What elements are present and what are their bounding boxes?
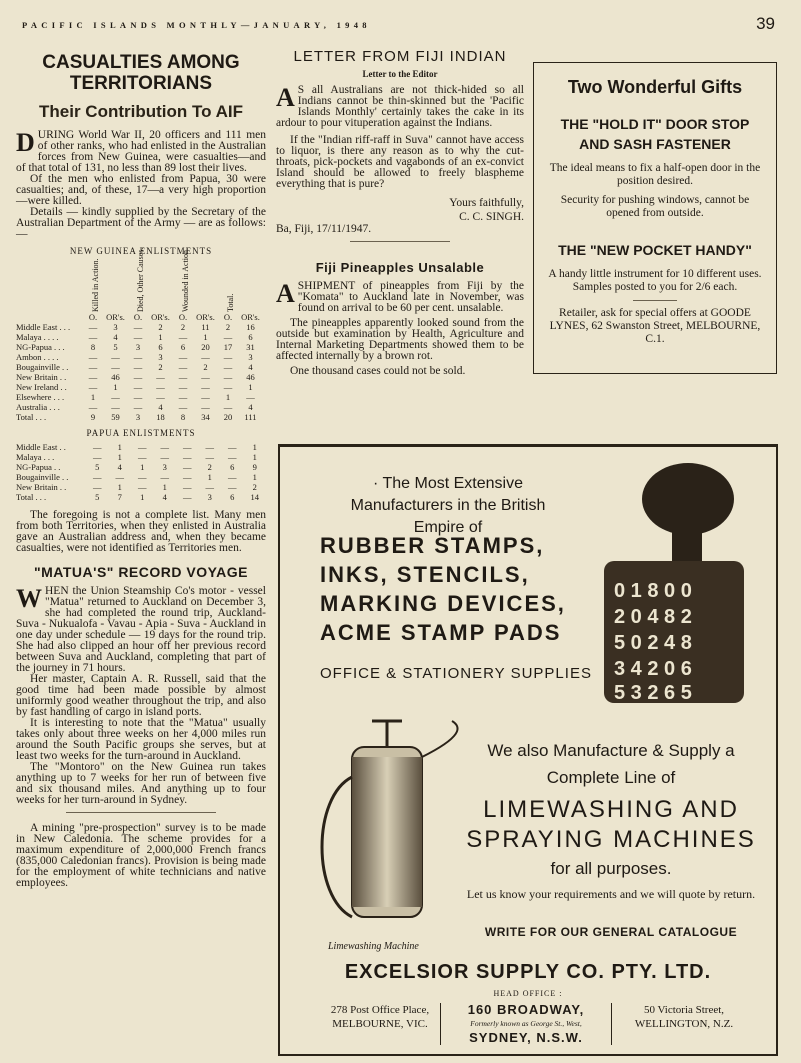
ad-all-purposes: for all purposes. (550, 859, 672, 878)
casualties-para-2: Of the men who enlisted from Papua, 30 were casualties; and, of these, 17—a very high proportion—were killed. (16, 173, 266, 207)
letter-close: Yours faithfully, (449, 197, 524, 209)
table-row: Malaya . . . — 1 — — — — — 1 (16, 452, 257, 462)
company-name: EXCELSIOR SUPPLY CO. PTY. LTD. (344, 961, 712, 983)
ad-quote-text: Let us know your requirements and we will quote by return. (466, 887, 756, 901)
ad-intro: · The Most Extensive Manufacturers in the British Empire of (350, 475, 546, 536)
gifts-advert (533, 62, 777, 374)
drop-cap: W (16, 584, 42, 613)
casualties-para-3: Details — kindly supplied by the Secretary of the Australian Department of the Army — are as follows:— (16, 206, 266, 240)
letter-place: Ba, Fiji, 17/11/1947. (276, 223, 372, 235)
matua-headline: "MATUA'S" RECORD VOYAGE (33, 564, 248, 580)
letter-signoff (276, 196, 524, 224)
excelsior-advert (278, 444, 778, 1056)
letter-signer: C. C. SINGH. (459, 211, 524, 223)
table-row: Middle East . . . — 3 — 2 2 11 2 16 (16, 322, 255, 332)
svg-text:0 1 8 0 0: 0 1 8 0 0 (614, 580, 692, 602)
table-row: New Britain . . — 46 — — — — — 46 (16, 372, 255, 382)
col-head-died: Died, Other Causes. (135, 247, 145, 312)
papua-total-row: Total . . . 5 7 1 4 — 3 6 14 (16, 492, 259, 502)
table-row: Malaya . . . . — 4 — 1 — 1 — 6 (16, 332, 253, 342)
svg-text:5 3 2 6 5: 5 3 2 6 5 (614, 682, 692, 704)
ad-also-manufacture: We also Manufacture & Supply a Complete Line of (487, 741, 735, 787)
gifts-title: Two Wonderful Gifts (567, 77, 743, 97)
ad-catalogue: WRITE FOR OUR GENERAL CATALOGUE (484, 925, 738, 939)
gift-1-text-1: The ideal means to fix a half-open door in the position desired. (549, 162, 761, 187)
table-row: NG-Papua . . . 8 5 3 6 6 20 17 31 (16, 342, 255, 352)
table-row: New Britain . . — 1 — 1 — — — 2 (16, 482, 257, 492)
papua-enlistments-table (16, 442, 266, 502)
ad-office-supplies: OFFICE & STATIONERY SUPPLIES (320, 665, 592, 682)
column-casualties (16, 48, 266, 889)
divider (633, 300, 677, 301)
pineapples-para-2: The pineapples apparently looked sound from the outside but examination by Health, Agriculture and Internal Marketing Departments showed them to be affected internally by a brown rot. (276, 317, 524, 362)
head-office-label: HEAD OFFICE : (493, 989, 563, 998)
table-row: NG-Papua . . 5 4 1 3 — 2 6 9 (16, 462, 257, 472)
divider (350, 241, 449, 242)
table-column-heads (16, 260, 266, 312)
ng-total-row: Total . . . 9 59 3 18 8 34 20 111 (16, 412, 257, 422)
ad-product-list: RUBBER STAMPS, INKS, STENCILS, MARKING DEVICES, ACME STAMP PADS (320, 533, 566, 645)
casualties-subhead: Their Contribution To AIF (39, 102, 243, 121)
retailer-text: Retailer, ask for special offers at GOODE LYNES, 62 Swanston Street, MELBOURNE, C.1. (549, 307, 761, 345)
letter-para-2: If the "Indian riff-raff in Suva" cannot have access to liquor, is there any reason as to why the cut-throats, pick-pockets and vagabonds of an ex-convict Island should be allowed to freely blaspheme everything that is pure? (276, 134, 524, 190)
letter-subhead: Letter to the Editor (362, 69, 438, 79)
matua-para-4: The "Montoro" on the New Guinea run takes anything up to 7 weeks for her run of between five and six thousand miles. And anything up to four weeks for her turn-around in Sydney. (16, 761, 266, 806)
divider (66, 812, 216, 813)
table-row: Middle East . . — 1 — — — — — 1 (16, 442, 257, 452)
table-row: Ambon . . . . — — — 3 — — — 3 (16, 352, 253, 362)
casualties-para-1: DURING World War II, 20 officers and 111 men of other ranks, who had enlisted in the Australian forces from New Guinea, were casualties—and of that total of 131, no less than 89 lost their lives. (16, 128, 266, 174)
sydney-address: 160 BROADWAY, Formerly known as George St., West, SYDNEY, N.S.W. (440, 1003, 612, 1045)
ad-limewashing: LIMEWASHING AND SPRAYING MACHINES (466, 796, 756, 853)
gift-2-text: A handy little instrument for 10 different uses. Samples posted to you for 2/6 each. (548, 268, 762, 293)
gifts-box (533, 62, 777, 374)
gift-1-heading: THE "HOLD IT" DOOR STOP AND SASH FASTENER (560, 116, 750, 152)
melbourne-address: 278 Post Office Place, MELBOURNE, VIC. (330, 1004, 430, 1030)
matua-para-3: It is interesting to note that the "Matua" usually takes only about three weeks on her 4,000 miles run around the South Pacific groups she serves, but at least two weeks for the turn-around in Auckland. (16, 717, 266, 762)
col-head-killed: Killed in Action. (91, 258, 100, 312)
casualties-para-4: The foregoing is not a complete list. Many men from both Territories, when they enlisted in Australia gave an Australian address and, when they became casualties, were not identified as Territories men. (16, 509, 266, 554)
letter-para-1: A S all Australians are not thick-hided so all Indians cannot be thin-skinned but the 'Pacific Islands Monthly' certainly takes the cake in its ardour to pour vituperation against the Indians. (276, 83, 524, 129)
column-letters (276, 48, 524, 377)
mining-para: A mining "pre-prospection" survey is to be made in New Caledonia. The scheme provides for a maximum expenditure of 2,000,000 French francs (835,000 Caledonian francs). Provision is being made for the employment of white technicians and native employees. (16, 822, 266, 889)
limewashing-machine-image (312, 717, 462, 935)
running-title: PACIFIC ISLANDS MONTHLY—JANUARY, 1948 (22, 20, 371, 30)
machine-caption: Limewashing Machine (328, 941, 419, 952)
drop-cap: D (16, 128, 35, 157)
matua-para-2: Her master, Captain A. R. Russell, said that the good time had been made possible by almost uniformly good weather throughout the trip, and also by fast handling of cargo in island ports. (16, 673, 266, 718)
table-row: Elsewhere . . . 1 — — — — — 1 — (16, 392, 255, 402)
table-row: Bougainville . . — — — — — 1 — 1 (16, 472, 257, 482)
wellington-address: 50 Victoria Street, WELLINGTON, N.Z. (634, 1004, 734, 1030)
pineapples-para-1: ASHIPMENT of pineapples from Fiji by the "Komata" to Auckland late in November, was found on arrival to be 60 per cent. unsalable. (276, 279, 524, 314)
letter-headline: LETTER FROM FIJI INDIAN (293, 48, 507, 65)
svg-text:3 4 2 0 6: 3 4 2 0 6 (614, 658, 692, 680)
drop-cap: A (276, 83, 295, 112)
ng-table-title: NEW GUINEA ENLISTMENTS (69, 246, 213, 256)
table-sub-heads: O. OR's. O. OR's. O. OR's. O. OR's. (88, 312, 260, 322)
table-row: New Ireland . . — 1 — — — — — 1 (16, 382, 253, 392)
papua-table-title: PAPUA ENLISTMENTS (86, 428, 196, 438)
col-head-total: Total. (225, 293, 235, 312)
gift-2-heading: THE "NEW POCKET HANDY" (558, 242, 752, 258)
svg-text:5 0 2 4 8: 5 0 2 4 8 (614, 632, 692, 654)
pineapples-para-3: One thousand cases could not be sold. (290, 365, 466, 377)
ng-table-body (16, 322, 266, 412)
drop-cap: A (276, 279, 295, 308)
col-head-wounded: Wounded in Action. (180, 247, 190, 312)
gift-1-text-2: Security for pushing windows, cannot be opened from outside. (560, 194, 750, 219)
pineapples-headline: Fiji Pineapples Unsalable (315, 260, 485, 275)
svg-text:2 0 4 8 2: 2 0 4 8 2 (614, 606, 692, 628)
page-number: 39 (756, 14, 775, 33)
papua-table-body (16, 442, 266, 492)
casualties-headline: CASUALTIES AMONG TERRITORIANS (42, 52, 240, 94)
rubber-stamp-image (592, 457, 744, 707)
table-row: Bougainville . . — — — 2 — 2 — 4 (16, 362, 253, 372)
matua-para-1: WHEN the Union Steamship Co's motor - vessel "Matua" returned to Auckland on December 3, she had completed the round trip, Auckland-Suva - Nukualofa - Vavau - Apia - Suva - Auckland in one day under schedule — 19 days for the round trip. She had also clipped an hour off her previous record between Suva and Auckland, completing that part of the journey in 71 hours. (16, 584, 266, 674)
table-row: Australia . . . — — — 4 — — — 4 (16, 402, 253, 412)
page-header (22, 14, 775, 40)
